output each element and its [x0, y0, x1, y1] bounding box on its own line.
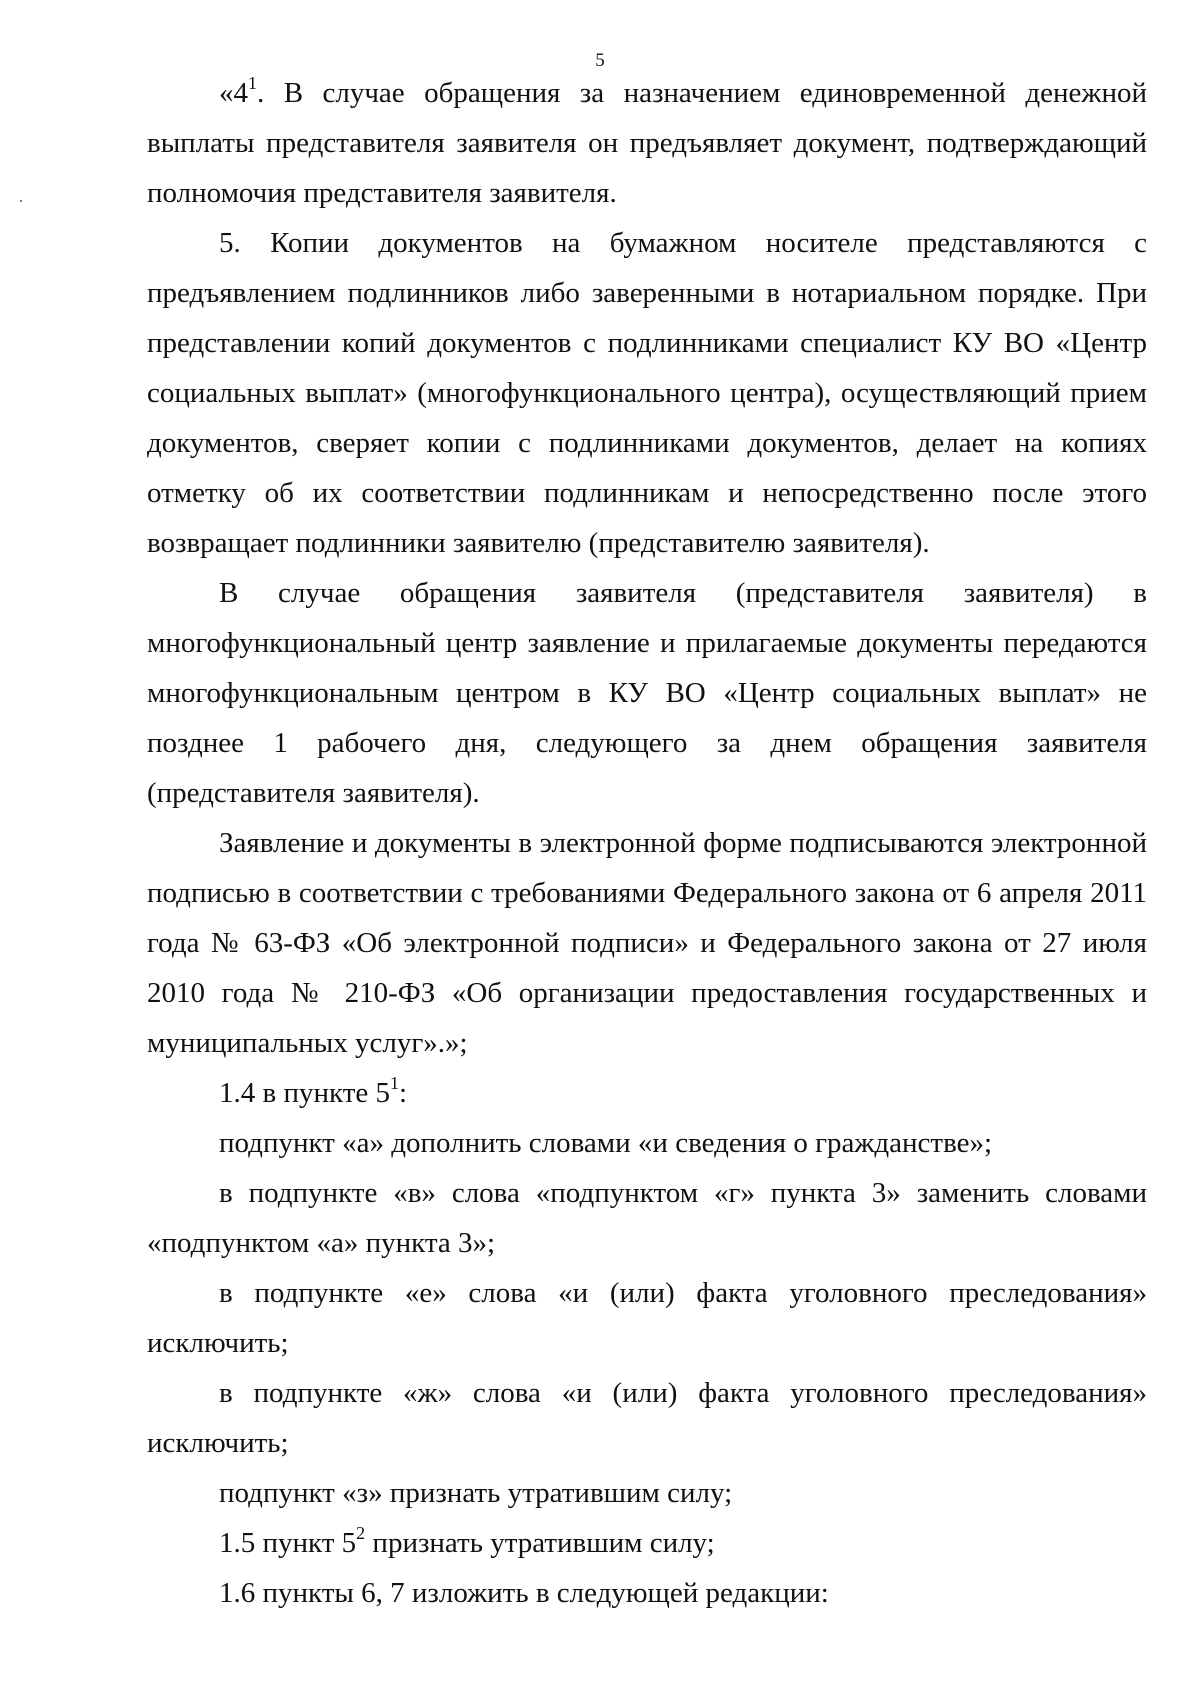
- paragraph-text: 1.5 пункт 5: [219, 1527, 357, 1559]
- paragraph-text: в подпункте «е» слова «и (или) факта уголовного преследования» исключить;: [147, 1277, 1147, 1359]
- superscript: 2: [356, 1523, 366, 1544]
- paragraph-1-6: [147, 1568, 1147, 1618]
- paragraph-subitem-e: [147, 1268, 1147, 1368]
- paragraph-text: «4: [219, 77, 248, 109]
- paragraph-text: 1.6 пункты 6, 7 изложить в следующей редакции:: [219, 1577, 829, 1609]
- paragraph-text: признать утратившим силу;: [365, 1527, 715, 1559]
- superscript: 1: [248, 73, 257, 94]
- paragraph-subitem-v: [147, 1168, 1147, 1268]
- paragraph-subitem-zh: [147, 1368, 1147, 1468]
- paragraph-text: :: [398, 1077, 408, 1109]
- paragraph-text: подпункт «з» признать утратившим силу;: [219, 1477, 733, 1509]
- paragraph-text: подпункт «а» дополнить словами «и сведения о гражданстве»;: [219, 1127, 993, 1159]
- document-body: [147, 68, 1147, 1618]
- paragraph-text: 5. Копии документов на бумажном носителе представляются с предъявлением подлинников либо заверенными в нотариальном порядке. При представлении копий документов с подлинниками специалист КУ ВО «Центр социальных выплат» (многофункционального центра), осуществляющий прием документов, сверяет копии с подлинниками документов, делает на копиях отметку об их соответствии подлинникам и непосредственно после этого возвращает подлинники заявителю (представителю заявителя).: [147, 227, 1147, 559]
- page-number: 5: [595, 50, 605, 71]
- paragraph-text: в подпункте «ж» слова «и (или) факта уголовного преследования» исключить;: [147, 1377, 1147, 1459]
- paragraph-subitem-z: [147, 1468, 1147, 1518]
- paragraph-subitem-a: [147, 1118, 1147, 1168]
- margin-mark: [20, 200, 22, 202]
- superscript: 1: [389, 1073, 399, 1094]
- paragraph-1-4: [147, 1068, 1147, 1118]
- paragraph-text: . В случае обращения за назначением единовременной денежной выплаты представителя заявителя он предъявляет документ, подтверждающий полномочия представителя заявителя.: [147, 77, 1147, 209]
- paragraph-text: 1.4 в пункте 5: [219, 1077, 390, 1109]
- paragraph-text: в подпункте «в» слова «подпунктом «г» пункта 3» заменить словами «подпунктом «а» пункта 3»;: [147, 1177, 1147, 1259]
- paragraph-4-1: [147, 68, 1147, 218]
- paragraph-5: [147, 218, 1147, 568]
- paragraph-text: В случае обращения заявителя (представителя заявителя) в многофункциональный центр заявление и прилагаемые документы передаются многофункциональным центром в КУ ВО «Центр социальных выплат» не позднее 1 рабочего дня, следующего за днем обращения заявителя (представителя заявителя).: [147, 577, 1147, 809]
- paragraph-electronic: [147, 818, 1147, 1068]
- paragraph-text: Заявление и документы в электронной форме подписываются электронной подписью в соответствии с требованиями Федерального закона от 6 апреля 2011 года № 63-ФЗ «Об электронной подписи» и Федерального закона от 27 июля 2010 года № 210-ФЗ «Об организации предоставления государственных и муниципальных услуг».»;: [147, 827, 1147, 1059]
- paragraph-1-5: [147, 1518, 1147, 1568]
- paragraph-mfc: [147, 568, 1147, 818]
